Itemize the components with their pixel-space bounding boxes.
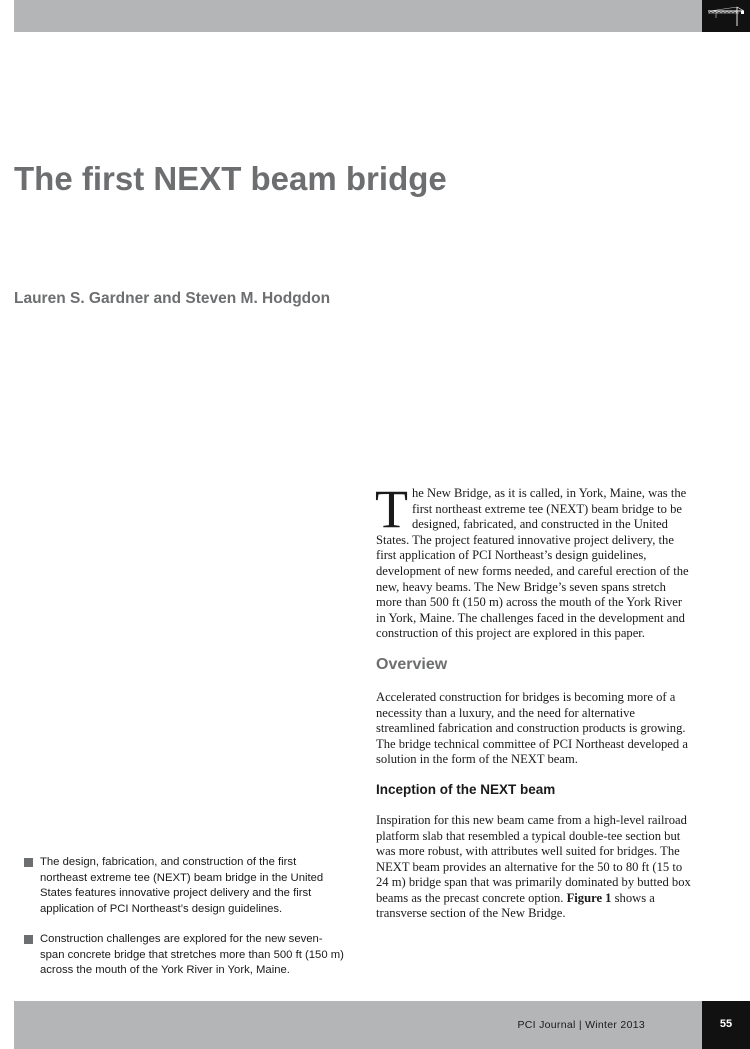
intro-text: he New Bridge, as it is called, in York, Maine, was the first northeast extreme tee (NEXT) beam bridge to be designed, fabricated, and constructed in the United States. The project featured innovative project delivery, the first application of PCI Northeast’s design guidelines, development of new forms needed, and careful erection of the new, heavy beams. The New Bridge’s seven spans stretch more than 500 ft (150 m) across the mouth of the York River in York, Maine. The challenges faced in the development and construction of this project are explored in this paper.	[376, 486, 689, 641]
intro-paragraph	[375, 479, 694, 642]
square-bullet-icon	[24, 858, 33, 867]
figure-reference[interactable]: Figure 1	[566, 890, 612, 905]
page-number-box	[702, 1001, 750, 1049]
abstract-item-text: The design, fabrication, and construction of the first northeast extreme tee (NEXT) beam bridge in the United States features innovative project delivery and the first application of PCI Northeast’s design guidelines.	[40, 856, 324, 915]
abstract-item	[24, 855, 344, 917]
inception-paragraph	[376, 813, 694, 922]
crane-icon	[706, 5, 746, 27]
page-number: 55	[719, 1018, 733, 1030]
overview-paragraph: Accelerated construction for bridges is becoming more of a necessity than a luxury, and the need for alternative streamlined fabrication and construction products is growing. The bridge technical committee of PCI Northeast developed a solution in the form of the NEXT beam.	[376, 689, 688, 767]
article-authors: Lauren S. Gardner and Steven M. Hodgdon	[14, 290, 331, 307]
abstract-summary	[24, 855, 344, 994]
square-bullet-icon	[24, 935, 33, 944]
main-column	[375, 479, 694, 922]
inception-heading: Inception of the NEXT beam	[376, 781, 556, 797]
footer-journal: PCI Journal | Winter 2013	[517, 1019, 645, 1031]
header-logo	[702, 0, 750, 32]
abstract-item-text: Construction challenges are explored for the new seven-span concrete bridge that stretches more than 500 ft (150 m) across the mouth of the York River in York, Maine.	[40, 933, 344, 976]
abstract-item	[24, 932, 344, 979]
inception-text-before: Inspiration for this new beam came from a high-level railroad platform slab that resembled a typical double-tee section but was more robust, with attributes well suited for bridges. The NEXT beam provides an alternative for the 50 to 80 ft (15 to 24 m) bridge span that was primarily dominated by butted box beams as the precast concrete option.	[376, 812, 691, 905]
inception-text-after: shows a transverse section of the New Bridge.	[376, 890, 655, 921]
overview-heading: Overview	[376, 655, 448, 673]
dropcap: T	[375, 479, 408, 539]
article-title: The first NEXT beam bridge	[14, 160, 447, 197]
header-bar	[14, 0, 702, 32]
